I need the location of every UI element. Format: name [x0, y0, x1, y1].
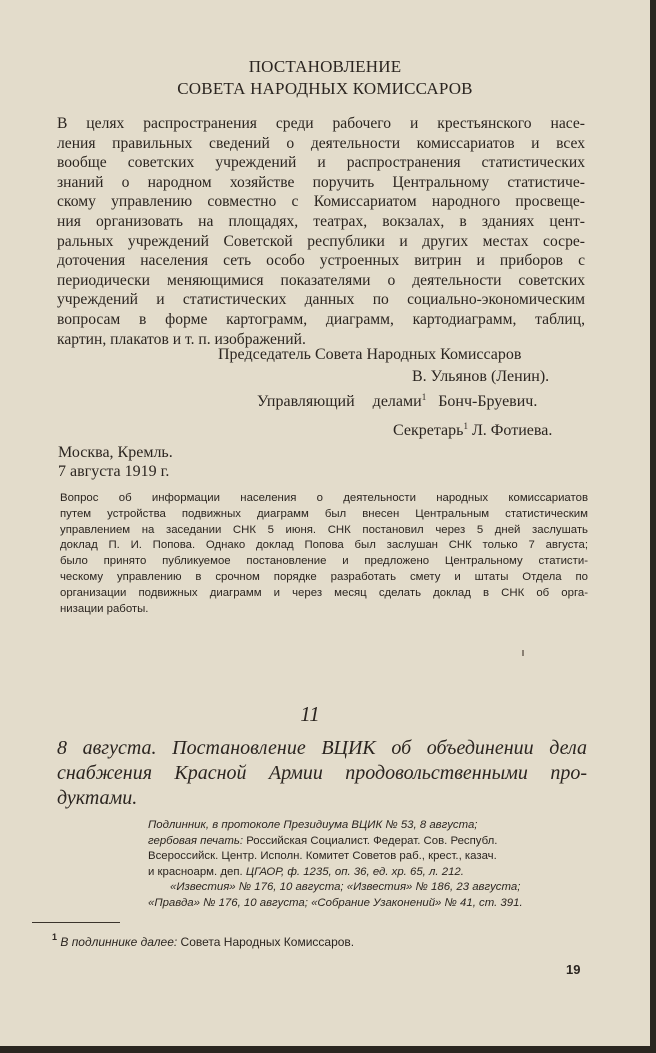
- footnote-text: Совета Народных Комиссаров.: [177, 935, 355, 949]
- footnote-mark: 1: [52, 932, 58, 942]
- heading-line: 8 августа. Постановление ВЦИК об объединении дела: [57, 737, 587, 759]
- source-deputies: и красноарм. деп.: [148, 865, 246, 878]
- source-line: [148, 834, 586, 850]
- source-line: Всероссийск. Центр. Исполн. Комитет Советов раб., крест., казач.: [148, 850, 497, 863]
- decree-body-line: учреждений и статистических данных по социально-экономическим: [57, 291, 585, 309]
- secretary-signature: [393, 421, 552, 440]
- footnote-label: В подлиннике далее:: [57, 935, 178, 949]
- print-speck: [522, 650, 524, 656]
- chairman-name: В. Ульянов (Ленин).: [412, 368, 550, 385]
- commentary-line: Вопрос об информации населения о деятельности народных комиссариатов: [60, 492, 588, 504]
- commentary-line: ческому управлению в срочном порядке разработать смету и штаты Отдела по: [60, 570, 588, 583]
- footnote-ref: 1: [421, 392, 427, 402]
- document-number: 11: [300, 702, 320, 726]
- decree-body-line: вопросам в форме картограмм, диаграмм, картодиаграмм, таблиц,: [57, 310, 585, 328]
- decree-body-line: ния организовать на площадях, театрах, вокзалах, в зданиях цент-: [57, 212, 585, 230]
- commentary-line: путем устройства подвижных диаграмм был внесен Центральным статистическим: [60, 507, 588, 520]
- heading-line: дуктами.: [57, 787, 138, 809]
- source-line: «Правда» № 176, 10 августа; «Собрание Узаконений» № 41, ст. 391.: [148, 896, 523, 909]
- decree-date: 7 августа 1919 г.: [58, 463, 170, 480]
- commentary-line: низации работы.: [60, 602, 149, 615]
- decree-body: [57, 114, 585, 349]
- footnote-divider: [32, 922, 120, 923]
- manager-title: Управляющий делами: [257, 393, 422, 410]
- source-seal-text: Российская Социалист. Федерат. Сов. Республ.: [243, 834, 498, 847]
- footnote-ref: 1: [463, 421, 468, 431]
- decree-place: Москва, Кремль.: [58, 444, 173, 461]
- commentary: [60, 491, 588, 617]
- secretary-title: Секретарь: [393, 422, 464, 439]
- decree-title-line-1: ПОСТАНОВЛЕНИЕ: [248, 57, 402, 76]
- decree-body-line: вообще советских учреждений и распространения статистических: [57, 154, 585, 172]
- decree-body-line: ральных учреждений Советской республики и других местах сосре-: [57, 232, 585, 250]
- decree-body-line: картин, плакатов и т. п. изображений.: [57, 330, 306, 348]
- footnote: [52, 932, 354, 949]
- source-line: «Известия» № 176, 10 августа; «Известия» № 186, 23 августа;: [170, 881, 521, 894]
- secretary-name: Л. Фотиева.: [471, 422, 553, 439]
- source-seal-label: гербовая печать:: [148, 834, 244, 847]
- commentary-line: было принято публикуемое постановление и предложено Центральному статисти-: [60, 555, 588, 568]
- decree-body-line: В целях распространения среди рабочего и крестьянского насе-: [57, 115, 585, 132]
- source-reference: [148, 818, 586, 912]
- document-heading: [57, 736, 587, 811]
- commentary-line: организации подвижных диаграмм и через месяц сделать доклад в СНК об орга-: [60, 586, 588, 599]
- commentary-line: доклад П. И. Попова. Однако доклад Попова был заслушан СНК только 7 августа;: [60, 539, 588, 552]
- source-line: Подлинник, в протоколе Президиума ВЦИК № 53, 8 августа;: [148, 819, 478, 831]
- source-line: [148, 865, 586, 881]
- chairman-title: Председатель Совета Народных Комиссаров: [218, 346, 522, 363]
- manager-signature: [257, 392, 537, 411]
- heading-line: снабжения Красной Армии продовольственными про-: [57, 762, 587, 784]
- decree-body-line: периодически меняющимися показателями о деятельности советских: [57, 271, 585, 289]
- decree-title-line-2: СОВЕТА НАРОДНЫХ КОМИССАРОВ: [177, 79, 473, 98]
- manager-name: Бонч-Бруевич.: [438, 393, 538, 410]
- source-archive-ref: ЦГАОР, ф. 1235, оп. 36, ед. хр. 65, л. 212.: [245, 865, 464, 878]
- page-number: 19: [566, 962, 581, 977]
- decree-body-line: доточения населения сеть особо устроенных витрин и приборов с: [57, 252, 585, 270]
- commentary-line: управлением на заседании СНК 5 июня. СНК постановил через 5 дней заслушать: [60, 523, 588, 536]
- decree-body-line: знаний о народном хозяйстве поручить Центральному статистиче-: [57, 173, 585, 191]
- decree-body-line: ления правильных сведений о деятельности комиссариатов и всех: [57, 134, 585, 152]
- decree-body-line: скому управлению совместно с Комиссариатом народного просвеще-: [57, 193, 585, 211]
